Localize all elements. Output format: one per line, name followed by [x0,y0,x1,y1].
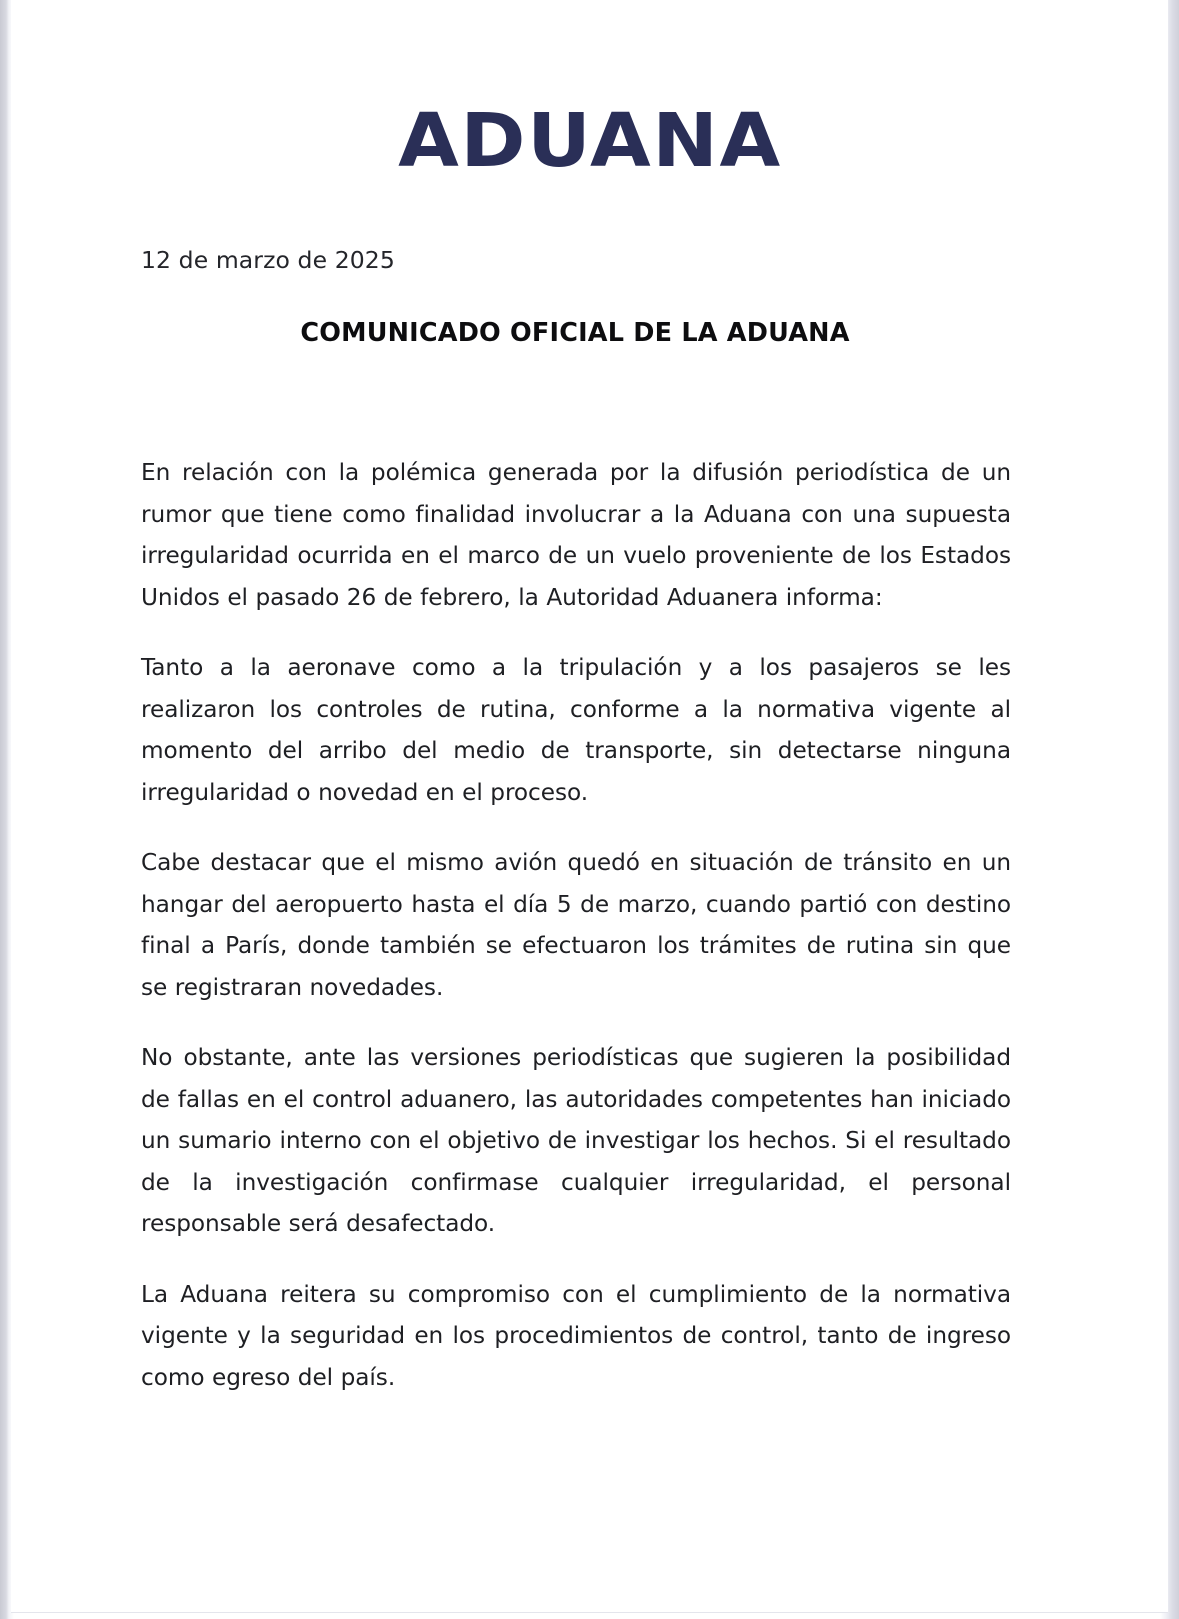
paragraph-2: Tanto a la aeronave como a la tripulación y a los pasajeros se les realizaron los controles de rutina, conforme a la normativa vigente al momento del arribo del medio de transporte, sin detectarse ninguna irregularidad o novedad en el proceso. [141,654,1011,806]
page-title: COMUNICADO OFICIAL DE LA ADUANA [300,318,850,348]
paragraph-1: En relación con la polémica generada por la difusión periodística de un rumor que tiene como finalidad involucrar a la Aduana con una supuesta irregularidad ocurrida en el marco de un vuelo proveniente de los Estados Unidos el pasado 26 de febrero, la Autoridad Aduanera informa: [141,459,1011,611]
paragraph-4: No obstante, ante las versiones periodísticas que sugieren la posibilidad de fallas en el control aduanero, las autoridades competentes han iniciado un sumario interno con el objetivo de investigar los hechos. Si el resultado de la investigación confirmase cualquier irregularidad, el personal responsable será desafectado. [141,1044,1011,1237]
aduana-logo-block [11,0,1168,184]
page-content [11,0,1168,1398]
document-body [11,246,1168,1398]
document-page [11,0,1168,1613]
statement-paragraphs [141,452,1011,1398]
paragraph-3: Cabe destacar que el mismo avión quedó en situación de tránsito en un hangar del aeropuerto hasta el día 5 de marzo, cuando partió con destino final a París, donde también se efectuaron los trámites de rutina sin que se registraran novedades. [141,849,1011,1001]
aduana-wordmark-logo: ADUANA [397,98,782,184]
publication-date: 12 de marzo de 2025 [141,246,395,274]
paragraph-5: La Aduana reitera su compromiso con el cumplimiento de la normativa vigente y la seguridad en los procedimientos de control, tanto de ingreso como egreso del país. [141,1280,1011,1391]
